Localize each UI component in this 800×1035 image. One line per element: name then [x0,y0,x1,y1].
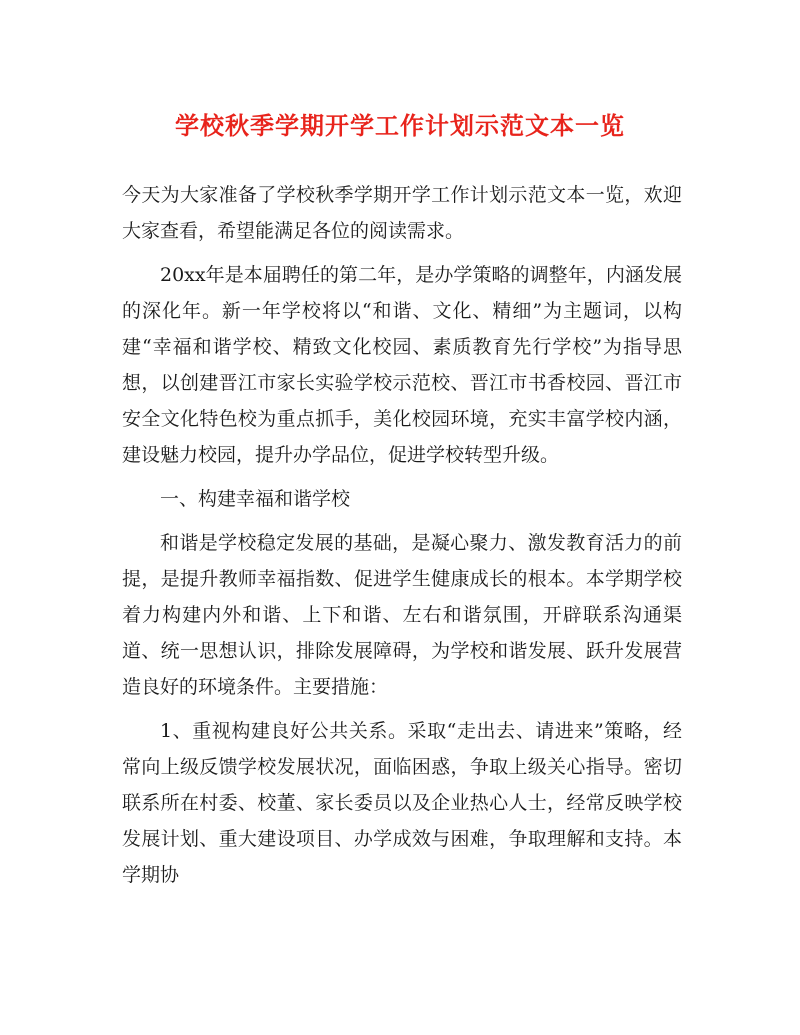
intro-paragraph: 今天为大家准备了学校秋季学期开学工作计划示范文本一览，欢迎大家查看，希望能满足各位的阅读需求。 [122,184,682,242]
section-heading-1: 一、构建幸福和谐学校 [160,488,351,510]
body-paragraph-2: 和谐是学校稳定发展的基础，是凝心聚力、激发教育活力的前提，是提升教师幸福指数、促进学生健康成长的根本。本学期学校着力构建内外和谐、上下和谐、左右和谐氛围，开辟联系沟通渠道、统一思想认识，排除发展障碍，为学校和谐发展、跃升发展营造良好的环境条件。主要措施： [122,532,682,698]
body-paragraph-3: 1、重视构建良好公共关系。采取“走出去、请进来”策略，经常向上级反馈学校发展状况，面临困惑，争取上级关心指导。密切联系所在村委、校董、家长委员以及企业热心人士，经常反映学校发展计划、重大建设项目、办学成效与困难，争取理解和支持。本学期协 [122,720,682,886]
body-paragraph-1: 20xx年是本届聘任的第二年，是办学策略的调整年，内涵发展的深化年。新一年学校将以“和谐、文化、精细”为主题词，以构建“幸福和谐学校、精致文化校园、素质教育先行学校”为指导思想，以创建晋江市家长实验学校示范校、晋江市书香校园、晋江市安全文化特色校为重点抓手，美化校园环境，充实丰富学校内涵，建设魅力校园，提升办学品位，促进学校转型升级。 [122,264,682,466]
document-title: 学校秋季学期开学工作计划示范文本一览 [175,111,625,140]
document-body [122,177,682,901]
